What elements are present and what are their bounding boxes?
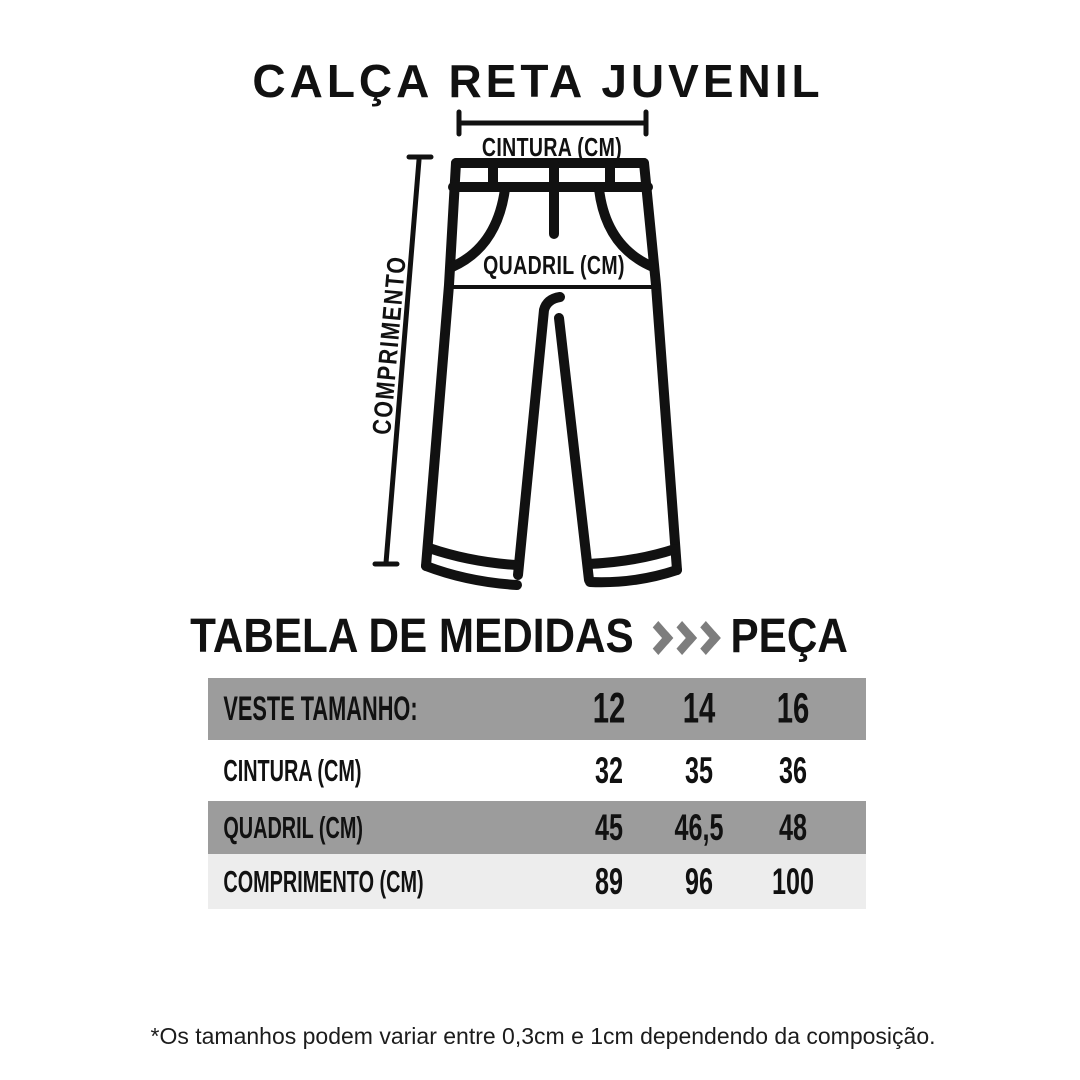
- hip-measure-label: QUADRIL (CM): [483, 250, 625, 280]
- length-measure-label: COMPRIMENTO: [366, 254, 412, 436]
- waist-measure-label: CINTURA (CM): [481, 132, 623, 162]
- table-row-hip: [208, 801, 866, 854]
- table-row-length: [208, 854, 866, 909]
- row-label: COMPRIMENTO (CM): [223, 863, 424, 899]
- table-row-waist: [208, 740, 866, 801]
- page-title: CALÇA RETA JUVENIL: [252, 55, 824, 107]
- size-value: 12: [592, 684, 626, 733]
- measure-value: 36: [779, 749, 807, 791]
- size-value: 14: [682, 684, 716, 733]
- waist-bracket: [459, 112, 646, 134]
- footnote: *Os tamanhos podem variar entre 0,3cm e 1cm dependendo da composição.: [150, 1023, 936, 1049]
- table-row-size: [208, 678, 866, 740]
- row-label: VESTE TAMANHO:: [223, 689, 418, 728]
- measure-value: 48: [779, 806, 807, 848]
- measure-value: 45: [595, 806, 623, 848]
- measure-value: 89: [595, 860, 623, 902]
- measure-value: 35: [685, 749, 713, 791]
- measure-value: 32: [595, 749, 623, 791]
- pants-outline: [426, 163, 677, 585]
- row-label: CINTURA (CM): [223, 752, 362, 788]
- size-value: 16: [776, 684, 810, 733]
- size-table: [208, 678, 866, 909]
- chevron-right-icon: [691, 621, 721, 655]
- row-label: QUADRIL (CM): [223, 809, 363, 845]
- triple-chevron-icon: [648, 624, 717, 650]
- measure-value: 46,5: [674, 806, 724, 848]
- table-heading-right: PEÇA: [730, 610, 848, 663]
- table-heading: [190, 612, 848, 662]
- table-heading-left: TABELA DE MEDIDAS: [190, 610, 634, 663]
- measure-value: 96: [685, 860, 713, 902]
- measure-value: 100: [772, 860, 814, 902]
